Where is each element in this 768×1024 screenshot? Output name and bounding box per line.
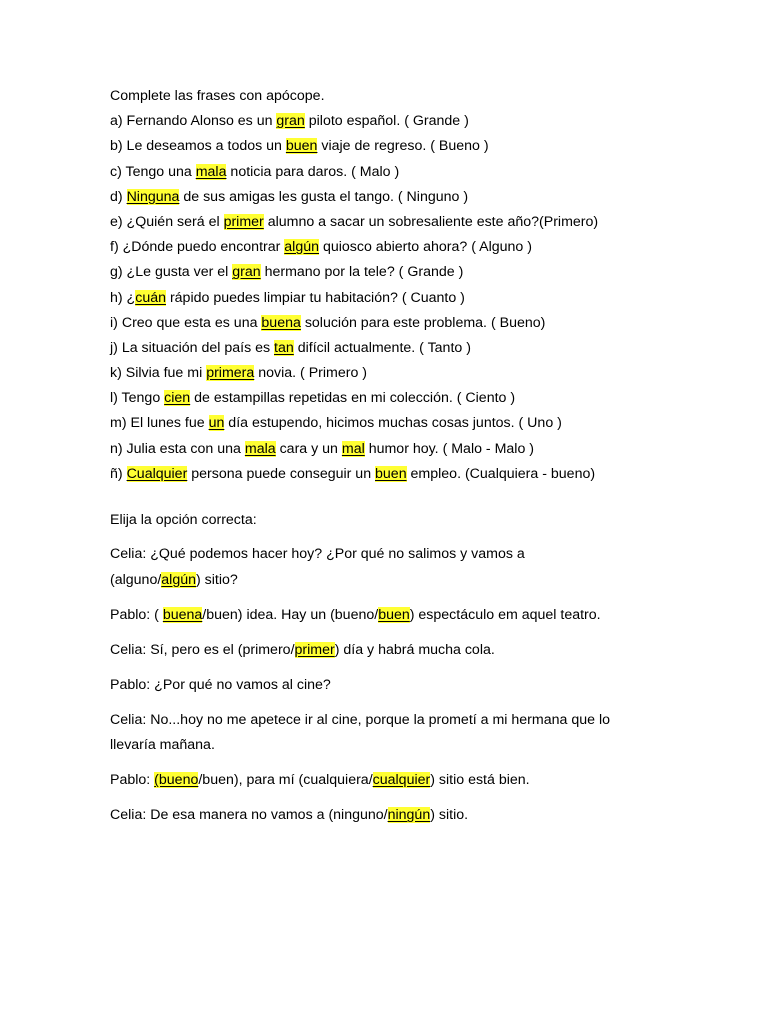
- exercise-item: [110, 311, 750, 336]
- exercise-item: [110, 210, 750, 235]
- highlighted-answer: buena: [261, 314, 301, 331]
- sentence-text: d): [110, 188, 127, 205]
- sentence-text: m) El lunes fue: [110, 415, 209, 432]
- sentence-text: b) Le deseamos a todos un: [110, 138, 286, 155]
- highlighted-answer: tan: [274, 339, 294, 356]
- exercise1-list: [110, 109, 750, 487]
- sentence-text: Celia: No...hoy no me apetece ir al cine, porque la prometí a mi hermana que lo: [110, 711, 610, 728]
- sentence-text: viaje de regreso. ( Bueno ): [317, 138, 489, 155]
- dialogue-turn: [110, 603, 750, 629]
- sentence-text: hermano por la tele? ( Grande ): [260, 264, 464, 281]
- sentence-text: c) Tengo una: [110, 163, 196, 180]
- highlighted-answer: Cualquier: [126, 465, 188, 482]
- exercise2-dialogue: [110, 542, 750, 829]
- highlighted-answer: cuán: [135, 289, 166, 306]
- sentence-text: (alguno/: [110, 571, 162, 588]
- sentence-text: noticia para daros. ( Malo ): [226, 163, 400, 180]
- highlighted-answer: un: [208, 415, 225, 432]
- highlighted-answer: buena: [162, 606, 203, 623]
- dialogue-turn: [110, 638, 750, 664]
- highlighted-answer: mal: [341, 440, 365, 457]
- highlighted-answer: primer: [223, 213, 264, 230]
- highlighted-answer: mala: [244, 440, 276, 457]
- highlighted-answer: mala: [195, 163, 227, 180]
- sentence-text: Celia: ¿Qué podemos hacer hoy? ¿Por qué no salimos y vamos a: [110, 546, 525, 563]
- sentence-text: ñ): [110, 465, 127, 482]
- sentence-text: cara y un: [275, 440, 342, 457]
- exercise-item: [110, 361, 750, 386]
- sentence-text: persona puede conseguir un: [187, 465, 376, 482]
- sentence-text: f) ¿Dónde puedo encontrar: [110, 239, 285, 256]
- highlighted-answer: buen: [378, 606, 410, 623]
- highlighted-answer: buen: [375, 465, 407, 482]
- exercise-item: [110, 386, 750, 411]
- sentence-text: día estupendo, hicimos muchas cosas juntos. ( Uno ): [224, 415, 562, 432]
- section-spacer: [110, 533, 750, 542]
- exercise-item: [110, 462, 750, 487]
- highlighted-answer: (bueno: [154, 772, 199, 789]
- highlighted-answer: cualquier: [372, 772, 431, 789]
- sentence-text: ) sitio?: [196, 571, 238, 588]
- sentence-text: llevaría mañana.: [110, 737, 215, 754]
- exercise1-instruction: Complete las frases con apócope.: [110, 88, 325, 104]
- dialogue-turn: [110, 542, 750, 593]
- document-page: [110, 84, 750, 838]
- sentence-text: ) día y habrá mucha cola.: [334, 641, 495, 658]
- dialogue-line: [110, 603, 750, 629]
- dialogue-line: [110, 673, 750, 699]
- sentence-text: de estampillas repetidas en mi colección. ( Ciento ): [190, 390, 516, 407]
- sentence-text: /buen), para mí (cualquiera/: [198, 772, 373, 789]
- sentence-text: n) Julia esta con una: [110, 440, 245, 457]
- dialogue-line: [110, 542, 750, 568]
- sentence-text: l) Tengo: [110, 390, 165, 407]
- sentence-text: ) sitio.: [430, 807, 469, 824]
- exercise-item: [110, 260, 750, 285]
- sentence-text: de sus amigas les gusta el tango. ( Ninguno ): [179, 188, 469, 205]
- dialogue-line: [110, 733, 750, 759]
- sentence-text: Celia: De esa manera no vamos a (ninguno/: [110, 807, 388, 824]
- dialogue-line: [110, 568, 750, 594]
- highlighted-answer: ningún: [387, 807, 431, 824]
- exercise2-instruction: Elija la opción correcta:: [110, 512, 257, 528]
- dialogue-line: [110, 638, 750, 664]
- highlighted-answer: buen: [285, 138, 318, 155]
- sentence-text: Pablo:: [110, 772, 155, 789]
- sentence-text: Pablo: (: [110, 606, 163, 623]
- sentence-text: Pablo: ¿Por qué no vamos al cine?: [110, 676, 331, 693]
- dialogue-turn: [110, 708, 750, 759]
- exercise-item: [110, 109, 750, 134]
- highlighted-answer: cien: [164, 390, 191, 407]
- sentence-text: piloto español. ( Grande ): [304, 113, 469, 130]
- exercise-item: [110, 134, 750, 159]
- exercise-item: [110, 160, 750, 185]
- highlighted-answer: algún: [161, 571, 196, 588]
- highlighted-answer: gran: [276, 113, 305, 130]
- highlighted-answer: primer: [294, 641, 335, 658]
- exercise-item: [110, 411, 750, 436]
- exercise-item: [110, 336, 750, 361]
- sentence-text: a) Fernando Alonso es un: [110, 113, 277, 130]
- sentence-text: h) ¿: [110, 289, 136, 306]
- sentence-text: rápido puedes limpiar tu habitación? ( Cuanto ): [166, 289, 465, 306]
- sentence-text: g) ¿Le gusta ver el: [110, 264, 233, 281]
- exercise-item: [110, 185, 750, 210]
- dialogue-turn: [110, 768, 750, 794]
- highlighted-answer: Ninguna: [126, 188, 180, 205]
- sentence-text: empleo. (Cualquiera - bueno): [406, 465, 596, 482]
- section-spacer: [110, 487, 750, 508]
- sentence-text: solución para este problema. ( Bueno): [300, 314, 546, 331]
- sentence-text: k) Silvia fue mi: [110, 365, 207, 382]
- sentence-text: alumno a sacar un sobresaliente este año?(Primero): [263, 213, 599, 230]
- sentence-text: quiosco abierto ahora? ( Alguno ): [319, 239, 532, 256]
- dialogue-turn: [110, 803, 750, 829]
- dialogue-line: [110, 768, 750, 794]
- sentence-text: humor hoy. ( Malo - Malo ): [364, 440, 535, 457]
- dialogue-line: [110, 803, 750, 829]
- highlighted-answer: primera: [206, 365, 255, 382]
- highlighted-answer: algún: [284, 239, 320, 256]
- exercise-item: [110, 437, 750, 462]
- exercise-item: [110, 235, 750, 260]
- sentence-text: /buen) idea. Hay un (bueno/: [202, 606, 379, 623]
- dialogue-turn: [110, 673, 750, 699]
- sentence-text: Celia: Sí, pero es el (primero/: [110, 641, 295, 658]
- sentence-text: difícil actualmente. ( Tanto ): [293, 339, 471, 356]
- highlighted-answer: gran: [232, 264, 261, 281]
- exercise-item: [110, 286, 750, 311]
- sentence-text: j) La situación del país es: [110, 339, 275, 356]
- sentence-text: novia. ( Primero ): [254, 365, 368, 382]
- sentence-text: ) sitio está bien.: [430, 772, 530, 789]
- dialogue-line: [110, 708, 750, 734]
- sentence-text: e) ¿Quién será el: [110, 213, 224, 230]
- sentence-text: ) espectáculo em aquel teatro.: [409, 606, 601, 623]
- sentence-text: i) Creo que esta es una: [110, 314, 262, 331]
